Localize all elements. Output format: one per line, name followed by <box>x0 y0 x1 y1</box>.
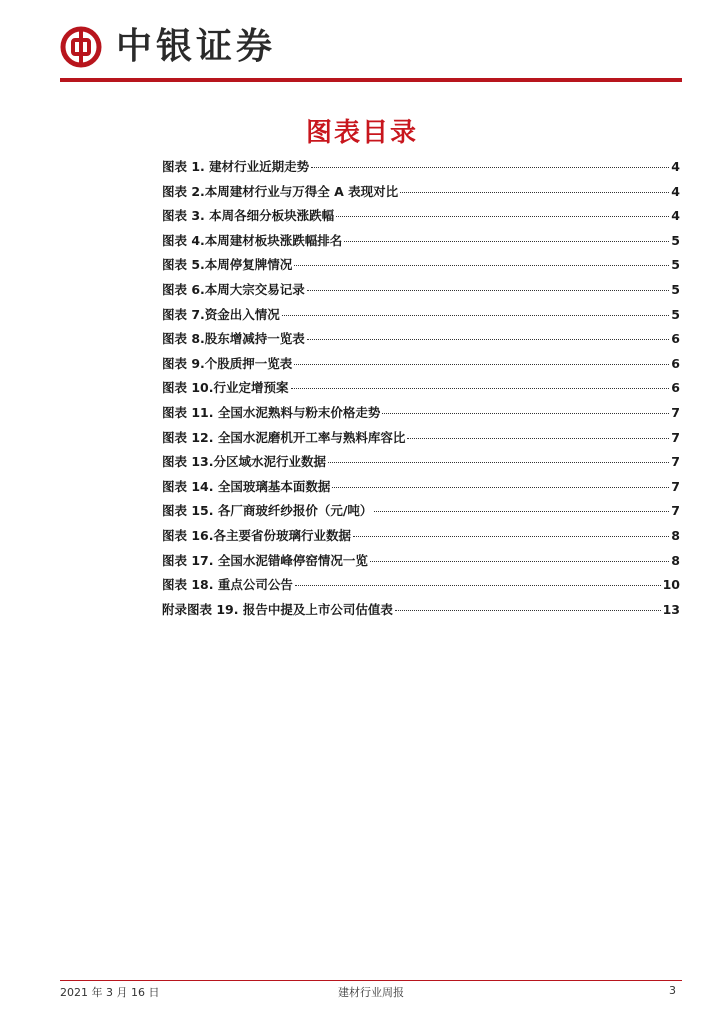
toc-item-page: 13 <box>662 601 680 617</box>
toc-item-page: 5 <box>671 306 680 322</box>
toc-item-page: 6 <box>671 331 680 347</box>
toc-leader-dots <box>282 315 669 316</box>
toc-item[interactable] <box>162 428 680 453</box>
toc-item-page: 4 <box>671 159 680 174</box>
toc-leader-dots <box>294 265 669 266</box>
toc-leader-dots <box>370 561 669 562</box>
toc-leader-dots <box>336 216 669 217</box>
toc-leader-dots <box>294 364 669 365</box>
toc-item-page: 10 <box>662 577 680 593</box>
toc-item[interactable] <box>162 280 680 305</box>
toc-item-label: 图表 12. 全国水泥磨机开工率与熟料库容比 <box>162 429 406 445</box>
toc-item-label: 图表 5.本周停复牌情况 <box>162 257 293 273</box>
toc-leader-dots <box>344 241 669 242</box>
toc-item[interactable] <box>162 526 680 551</box>
toc-item-page: 4 <box>671 183 680 199</box>
footer-report-title: 建材行业周报 <box>338 986 404 999</box>
toc-item-label: 图表 15. 各厂商玻纤纱报价（元/吨） <box>162 503 373 519</box>
toc-item[interactable] <box>162 182 680 207</box>
toc-item-page: 7 <box>671 503 680 519</box>
toc-item[interactable] <box>162 206 680 231</box>
toc-item-page: 7 <box>671 454 680 470</box>
footer-page-number: 3 <box>669 984 676 997</box>
toc-item[interactable] <box>162 231 680 256</box>
toc-item-page: 6 <box>671 355 680 371</box>
toc-item-label: 图表 4.本周建材板块涨跌幅排名 <box>162 232 343 248</box>
toc-item-label: 附录图表 19. 报告中提及上市公司估值表 <box>162 601 393 617</box>
toc-item-label: 图表 9.个股质押一览表 <box>162 355 293 371</box>
toc-leader-dots <box>374 511 669 512</box>
toc-item-label: 图表 11. 全国水泥熟料与粉末价格走势 <box>162 404 381 420</box>
toc-item[interactable] <box>162 403 680 428</box>
toc-item[interactable] <box>162 255 680 280</box>
toc-item-label: 图表 10.行业定增预案 <box>162 380 289 396</box>
toc-item-label: 图表 7.资金出入情况 <box>162 306 280 322</box>
toc-item-label: 图表 14. 全国玻璃基本面数据 <box>162 478 331 494</box>
toc-item-page: 5 <box>671 281 680 297</box>
toc-item-page: 8 <box>671 527 680 543</box>
page-footer <box>60 984 682 1002</box>
toc-item[interactable] <box>162 157 680 182</box>
toc-item-page: 5 <box>671 232 680 248</box>
footer-divider <box>60 980 682 981</box>
toc-item-label: 图表 13.分区域水泥行业数据 <box>162 454 326 470</box>
toc-item-page: 6 <box>671 380 680 396</box>
toc-leader-dots <box>307 290 669 291</box>
toc-leader-dots <box>382 413 669 414</box>
footer-date: 2021 年 3 月 16 日 <box>60 986 160 999</box>
toc-item-label: 图表 3. 本周各细分板块涨跌幅 <box>162 208 335 224</box>
toc-item-page: 8 <box>671 552 680 568</box>
header-divider <box>60 78 682 82</box>
toc-item[interactable] <box>162 378 680 403</box>
toc-item[interactable] <box>162 575 680 600</box>
toc-title: 图表目录 <box>305 118 418 148</box>
toc-item[interactable] <box>162 452 680 477</box>
toc-item-label: 图表 2.本周建材行业与万得全 A 表现对比 <box>162 183 399 199</box>
toc-item-page: 7 <box>671 404 680 420</box>
toc-leader-dots <box>295 585 661 586</box>
toc-item-label: 图表 1. 建材行业近期走势 <box>162 159 310 174</box>
toc-leader-dots <box>311 167 669 168</box>
toc-item-page: 7 <box>671 429 680 445</box>
toc-item[interactable] <box>162 600 680 625</box>
toc-leader-dots <box>307 339 669 340</box>
toc-list <box>162 157 680 624</box>
toc-item-page: 7 <box>671 478 680 494</box>
toc-leader-dots <box>353 536 669 537</box>
toc-item[interactable] <box>162 501 680 526</box>
toc-item-page: 4 <box>671 208 680 224</box>
toc-item[interactable] <box>162 551 680 576</box>
toc-leader-dots <box>332 487 669 488</box>
toc-item[interactable] <box>162 329 680 354</box>
toc-item[interactable] <box>162 354 680 379</box>
toc-item-label: 图表 8.股东增减持一览表 <box>162 331 305 347</box>
toc-leader-dots <box>328 462 669 463</box>
toc-item-label: 图表 6.本周大宗交易记录 <box>162 281 305 297</box>
bank-of-china-logo-icon <box>60 26 102 68</box>
toc-leader-dots <box>407 438 669 439</box>
toc-leader-dots <box>291 388 670 389</box>
brand-name: 中银证券 <box>116 26 277 67</box>
page-header <box>60 22 682 78</box>
toc-item-label: 图表 17. 全国水泥错峰停窑情况一览 <box>162 552 368 568</box>
toc-leader-dots <box>395 610 661 611</box>
toc-item-label: 图表 18. 重点公司公告 <box>162 577 293 593</box>
toc-item[interactable] <box>162 477 680 502</box>
toc-leader-dots <box>400 192 669 193</box>
toc-item-page: 5 <box>671 257 680 273</box>
toc-item[interactable] <box>162 305 680 330</box>
toc-item-label: 图表 16.各主要省份玻璃行业数据 <box>162 527 351 543</box>
